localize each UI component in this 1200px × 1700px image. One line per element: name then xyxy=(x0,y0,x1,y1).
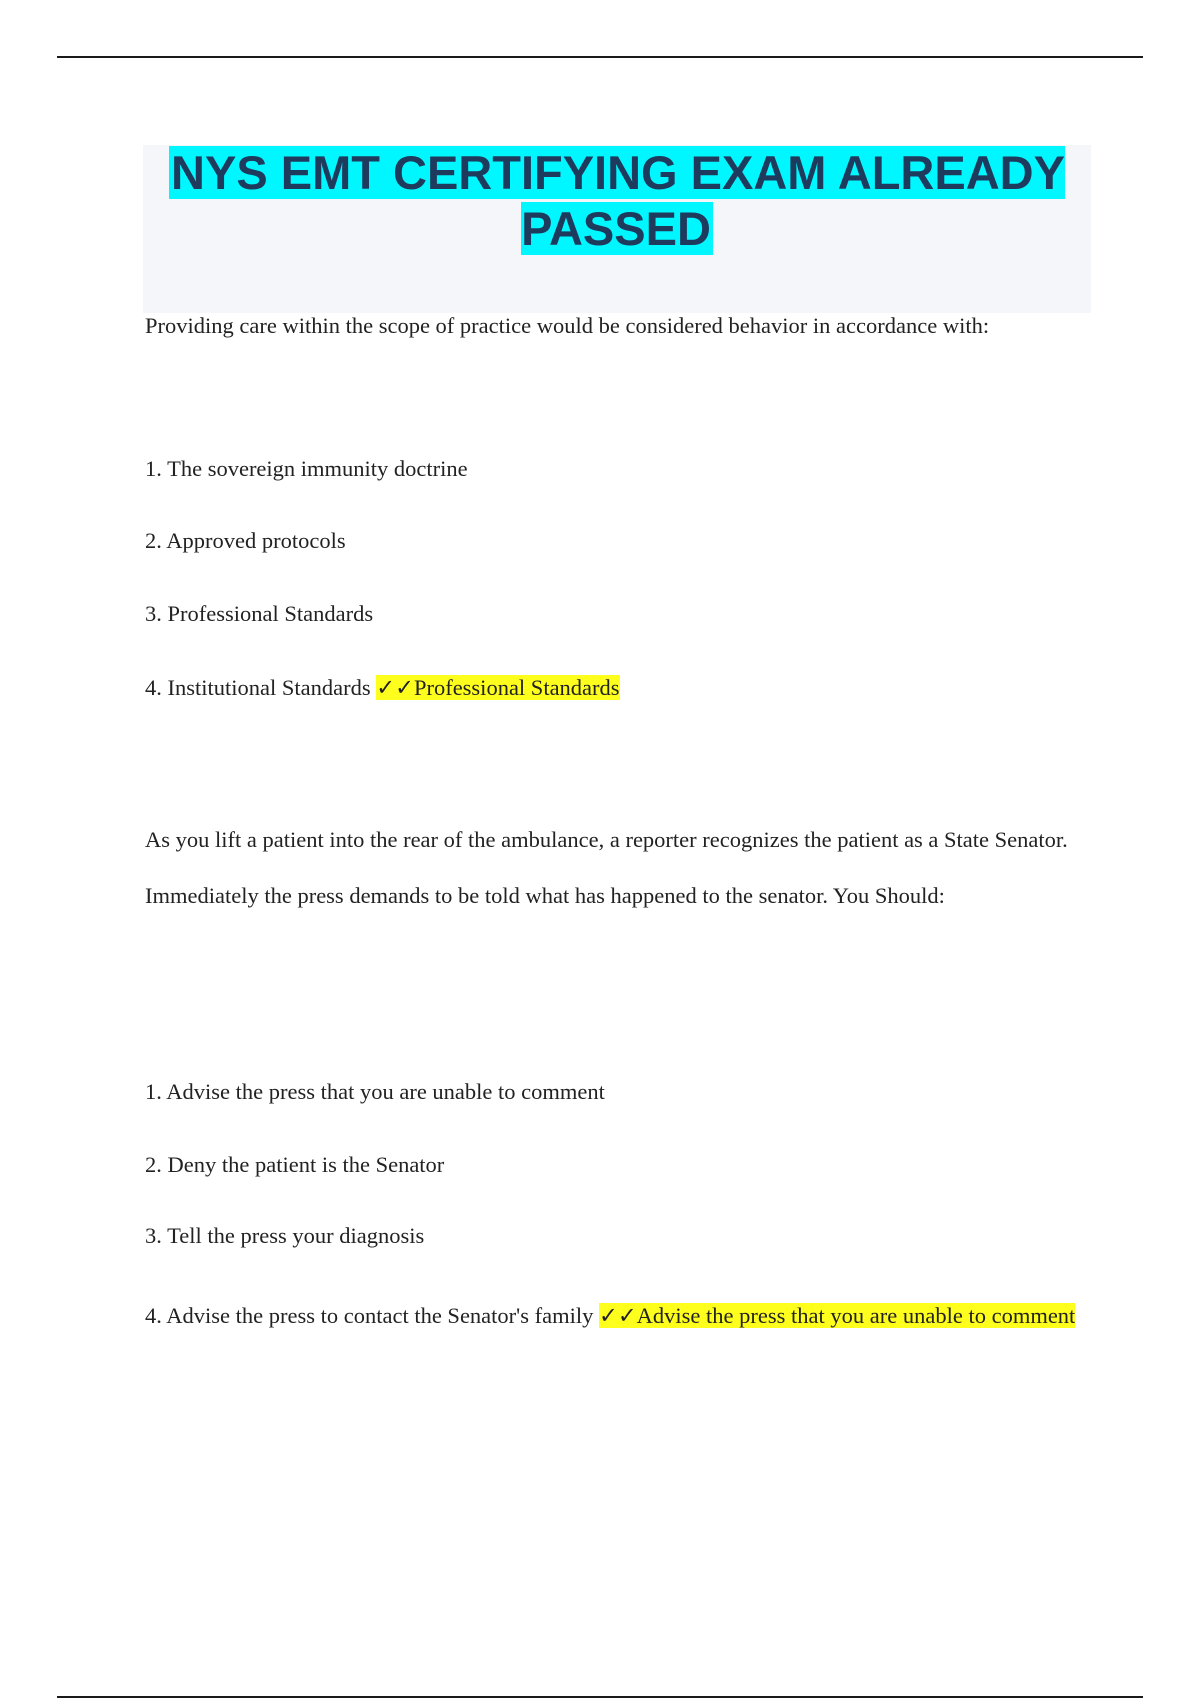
question-2-prompt: As you lift a patient into the rear of the ambulance, a reporter recognizes the patient as a State Senator. Immediately the press demands to be told what has happened to the senator. You Should: xyxy=(145,827,1068,908)
question-1-option-1: 1. The sovereign immunity doctrine xyxy=(145,456,468,481)
question-2-option-1: 1. Advise the press that you are unable to comment xyxy=(145,1079,605,1104)
header-rule xyxy=(57,56,1143,58)
question-2-option-4: 4. Advise the press to contact the Senator's family xyxy=(145,1303,594,1328)
question-1-option-4-line xyxy=(145,660,620,716)
question-1-option-4: 4. Institutional Standards xyxy=(145,675,371,700)
title-banner xyxy=(143,145,1091,313)
footer-rule xyxy=(57,1696,1143,1698)
document-title: NYS EMT CERTIFYING EXAM ALREADY PASSED xyxy=(171,146,1065,255)
question-2-option-2: 2. Deny the patient is the Senator xyxy=(145,1152,445,1177)
question-2-option-4-line xyxy=(145,1285,1090,1346)
question-1-answer: ✓✓Professional Standards xyxy=(376,675,620,700)
question-2-option-3: 3. Tell the press your diagnosis xyxy=(145,1223,425,1248)
question-1-option-3: 3. Professional Standards xyxy=(145,601,374,626)
question-2-answer: ✓✓Advise the press that you are unable to comment xyxy=(598,1303,1076,1328)
question-1-option-2: 2. Approved protocols xyxy=(145,528,346,553)
question-1-prompt: Providing care within the scope of practice would be considered behavior in accordance with: xyxy=(145,313,990,338)
